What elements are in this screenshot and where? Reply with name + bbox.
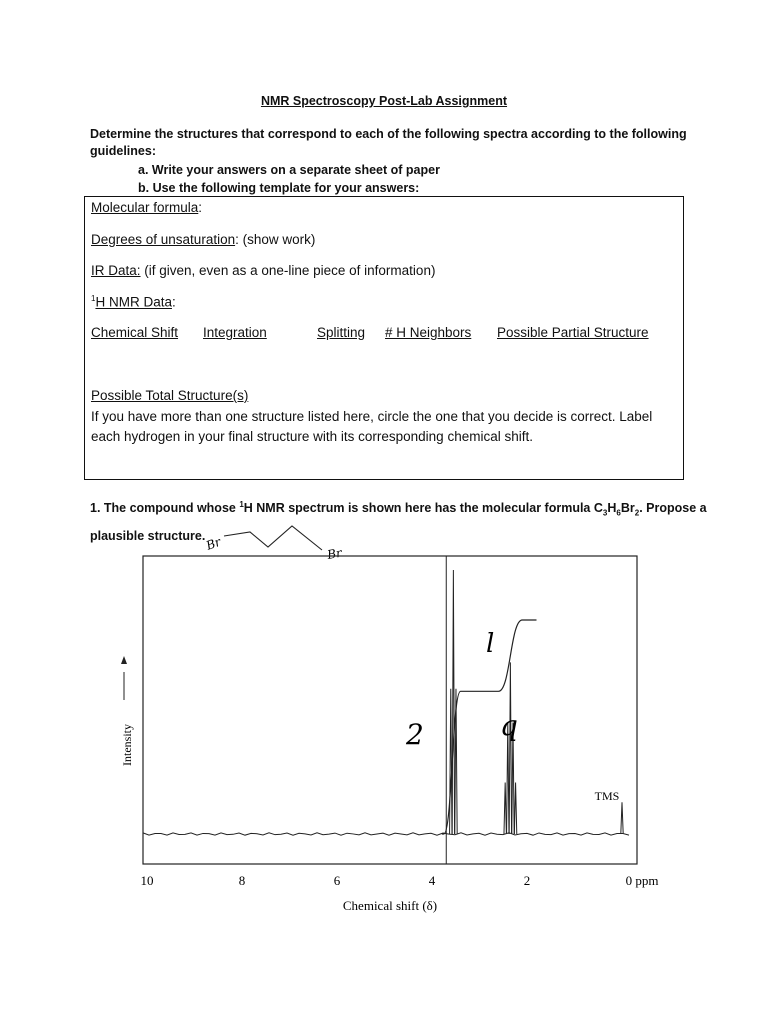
x-tick-label: 0 ppm <box>625 873 659 888</box>
nmr-data-line: $^1$H NMR Data: <box>91 294 176 310</box>
x-axis-label: Chemical shift (δ) <box>342 898 438 913</box>
handwritten-integration-q: q <box>500 709 518 742</box>
column-chemical-shift: Chemical Shift <box>91 325 179 340</box>
spectrum-baseline <box>143 833 629 835</box>
spectrum-peak-line <box>621 802 623 834</box>
instructions-text: Determine the structures that correspond to each of the following spectra according to the following guidelines: <box>90 127 687 158</box>
x-tick-label: 6 <box>333 873 341 888</box>
x-tick-label: 2 <box>523 873 531 888</box>
nmr-data-label: H NMR Data <box>95 294 172 310</box>
x-tick-labels <box>141 873 659 888</box>
spectrum-peak-line <box>509 662 511 834</box>
plot-frame <box>143 556 637 864</box>
molecular-formula-label: Molecular formula <box>91 200 199 215</box>
spectrum-peak-line <box>450 689 452 834</box>
column-h-neighbors: # H Neighbors <box>385 325 472 340</box>
column-integration: Integration <box>203 325 267 340</box>
y-axis-label: Intensity <box>120 724 134 766</box>
total-structure-text: If you have more than one structure listed here, circle the one that you decide is correct. Label each hydrogen in your final structure with its corresponding chemical shift. <box>91 409 653 444</box>
guideline-a: a. Write your answers on a separate sheet of paper <box>138 163 440 177</box>
spectrum-peak-line <box>514 783 516 834</box>
handwritten-structure <box>224 526 322 550</box>
page-title: NMR Spectroscopy Post-Lab Assignment <box>260 94 508 108</box>
tms-label: TMS <box>594 789 620 803</box>
guideline-b: b. Use the following template for your answers: <box>138 181 420 195</box>
molecular-formula-line: Molecular formula: <box>91 200 203 215</box>
column-splitting: Splitting <box>317 325 366 340</box>
ir-data-line: IR Data: (if given, even as a one-line piece of information) <box>91 263 436 278</box>
spectrum-peak-line <box>452 570 454 834</box>
x-tick-label: 8 <box>238 873 246 888</box>
column-partial-structure: Possible Partial Structure <box>497 325 649 340</box>
degrees-unsaturation-line: Degrees of unsaturation: (show work) <box>91 232 316 247</box>
spectrum-peak-line <box>504 783 506 834</box>
question-1: 1. The compound whose $^1$H NMR spectrum is shown here has the molecular formula $C_3H_6Br_2$. Propose a plausible structure. <box>90 500 707 543</box>
intensity-arrowhead <box>121 656 127 664</box>
ir-data-label: IR Data: <box>91 263 141 278</box>
x-tick-label: 4 <box>428 873 436 888</box>
handwritten-br-left: Br <box>204 534 223 553</box>
handwritten-br-right: Br <box>326 545 343 562</box>
handwritten-integration-1: l <box>486 629 495 659</box>
x-tick-label: 10 <box>140 873 154 888</box>
handwritten-integration-2: 2 <box>406 718 424 751</box>
degrees-unsaturation-label: Degrees of unsaturation <box>91 232 236 247</box>
total-structure-label: Possible Total Structure(s) <box>91 388 249 403</box>
